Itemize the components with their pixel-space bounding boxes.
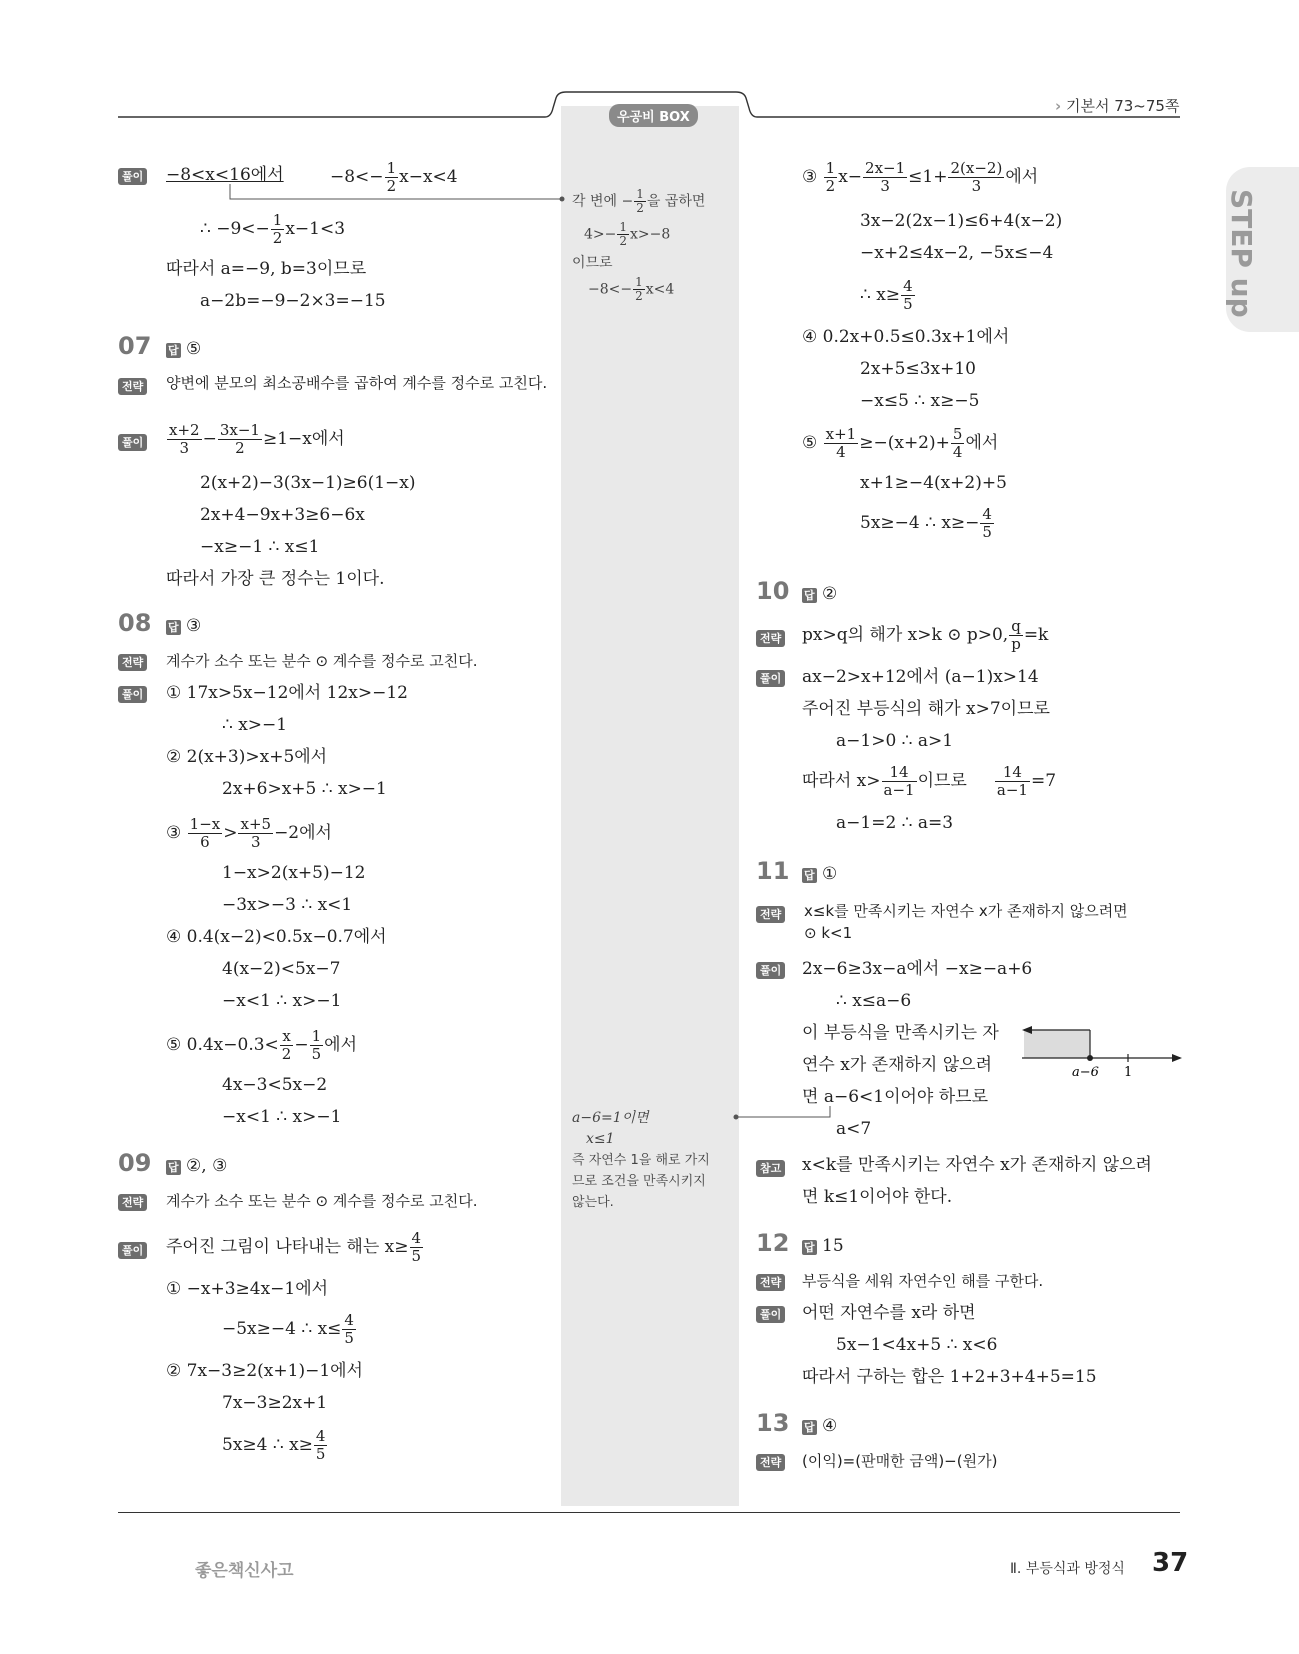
strategy-badge: 전략 — [118, 378, 147, 395]
problem-number: 12 — [756, 1229, 790, 1257]
problem-number: 13 — [756, 1409, 790, 1437]
step-tab-label: STEP up — [1225, 189, 1258, 318]
number-line-figure — [1020, 1020, 1190, 1080]
problem-number: 09 — [118, 1149, 152, 1177]
page-number: 37 — [1152, 1548, 1189, 1578]
publisher-logo: 좋은책신사고 — [195, 1561, 294, 1581]
problem-number: 08 — [118, 609, 152, 637]
svg-text:1: 1 — [1124, 1065, 1133, 1080]
side-note-1: 각 변에 − $\frac{1}{2}$ 을 곱하면 4>− $\frac{1}{2}$ x>−8 이므로 −8<− $\frac{1}{2}$ x<4 — [572, 187, 706, 303]
chevron-right-icon: › — [1055, 97, 1062, 115]
problem-number: 07 — [118, 332, 152, 360]
reference-badge: 참고 — [756, 1160, 785, 1177]
side-note-2: a−6=1이면 x≤1 즉 자연수 1을 해로 가지 므로 조건을 만족시키지 않는다. — [572, 1110, 710, 1210]
solution-badge: 풀이 — [118, 168, 147, 185]
footer-rule — [118, 1512, 1180, 1513]
reference-pages: › 기본서 73~75쪽 — [1055, 97, 1180, 115]
svg-text:a−6: a−6 — [1072, 1065, 1099, 1080]
problem-number: 11 — [756, 857, 790, 885]
chapter-label: Ⅱ. 부등식과 방정식 — [1010, 1561, 1125, 1577]
box-label: 우공비 BOX — [609, 104, 698, 127]
problem-number: 10 — [756, 577, 790, 605]
